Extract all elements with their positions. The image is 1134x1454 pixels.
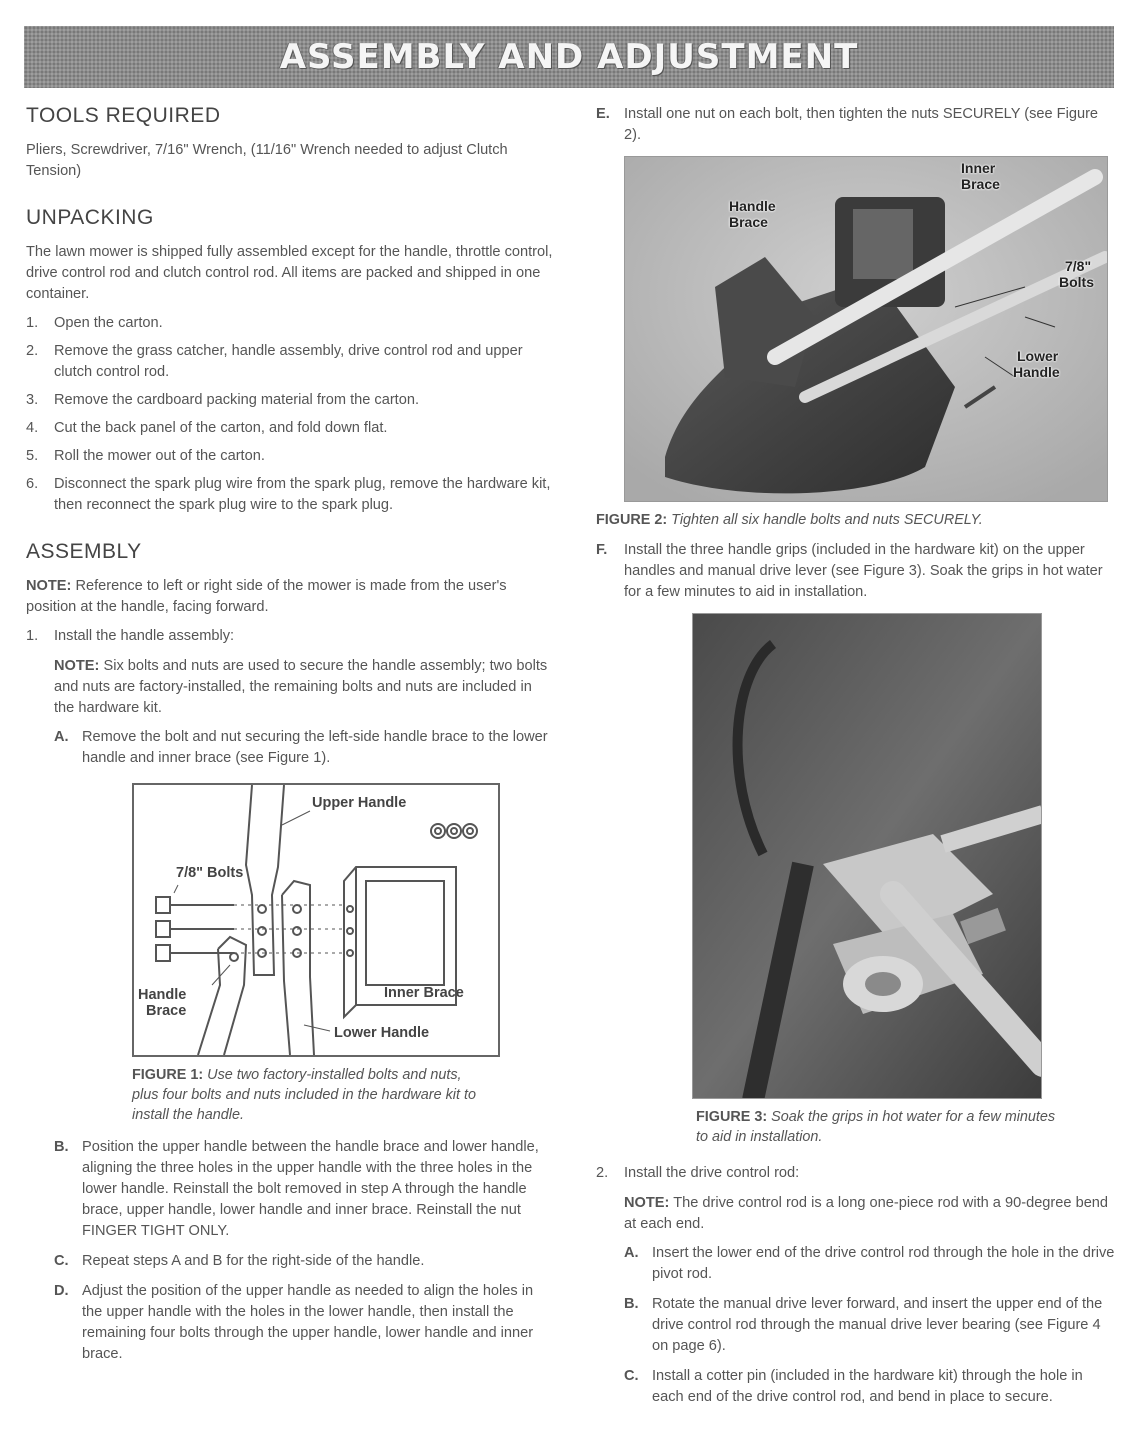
step-number: 2. — [596, 1165, 609, 1181]
step-text: Install the handle assembly: — [54, 628, 235, 644]
list-item — [26, 446, 554, 467]
substep-label: B. — [54, 1139, 69, 1155]
step-number: 2. — [26, 343, 39, 359]
step-number: 3. — [26, 392, 39, 408]
figure-1-caption-label: FIGURE 1: — [132, 1067, 204, 1083]
assembly-section — [26, 540, 554, 1365]
step-number: 1. — [26, 315, 39, 331]
figure-1-drawing — [134, 785, 498, 1055]
tools-heading: TOOLS REQUIRED — [26, 104, 221, 127]
note-label: NOTE: — [26, 578, 72, 594]
page-title: ASSEMBLY AND ADJUSTMENT — [279, 37, 859, 77]
step2-note — [624, 1193, 1116, 1235]
figure-3-photo — [692, 613, 1042, 1099]
substep-label: F. — [596, 542, 608, 558]
unpacking-steps — [26, 313, 554, 516]
step-number: 4. — [26, 420, 39, 436]
figure-1-label-bolts: 7/8" Bolts — [176, 865, 244, 881]
figure-3-caption — [696, 1107, 1056, 1147]
substep-text: Remove the bolt and nut securing the left-side handle brace to the lower handle and inner brace (see Figure 1). — [82, 729, 548, 766]
step-text: Disconnect the spark plug wire from the spark plug, remove the hardware kit, then reconnect the spark plug wire to the spark plug. — [54, 476, 551, 513]
figure-2-label-handle: Handle — [729, 198, 776, 214]
unpacking-section — [26, 206, 554, 516]
substep-text: Insert the lower end of the drive control rod through the hole in the drive pivot rod. — [652, 1245, 1115, 1282]
right-column — [596, 104, 1116, 1417]
figure-2-image — [625, 157, 1108, 502]
note-label: NOTE: — [54, 658, 100, 674]
tools-text: Pliers, Screwdriver, 7/16" Wrench, (11/16" Wrench needed to adjust Clutch Tension) — [26, 142, 508, 179]
assembly-heading: ASSEMBLY — [26, 540, 142, 563]
step-number: 5. — [26, 448, 39, 464]
tools-section — [26, 104, 554, 182]
step-text: Remove the cardboard packing material from the carton. — [54, 392, 420, 408]
substep-f — [596, 540, 1116, 603]
step-text: Install the drive control rod: — [624, 1165, 800, 1181]
step-number: 6. — [26, 476, 39, 492]
note-label: NOTE: — [624, 1195, 670, 1211]
substep-label: C. — [54, 1253, 69, 1269]
figure-2-label-lower: Lower — [1017, 348, 1059, 364]
substep-label: A. — [624, 1245, 639, 1261]
left-column — [26, 104, 554, 1374]
figure-1-label-brace: Brace — [146, 1003, 187, 1019]
substep-d — [54, 1281, 554, 1365]
list-item — [26, 474, 554, 516]
figure-3-caption-label: FIGURE 3: — [696, 1109, 768, 1125]
step-text: Cut the back panel of the carton, and fold down flat. — [54, 420, 388, 436]
substep-c — [54, 1251, 554, 1272]
figure-1-label-upper-handle: Upper Handle — [312, 795, 407, 811]
step2-substep-a — [624, 1243, 1116, 1285]
substep-e — [596, 104, 1116, 146]
figure-2-label-brace-left: Brace — [729, 214, 768, 230]
figure-2-caption-label: FIGURE 2: — [596, 512, 668, 528]
figure-1-caption-text: Use two factory-installed bolts and nuts, plus four bolts and nuts included in the hardware kit to install the handle. — [132, 1067, 476, 1123]
page-header-banner — [24, 26, 1114, 88]
note-text: The drive control rod is a long one-piece rod with a 90-degree bend at each end. — [624, 1195, 1109, 1232]
figure-2-label-bolts: Bolts — [1059, 274, 1094, 290]
step-text: Roll the mower out of the carton. — [54, 448, 265, 464]
substep-text: Position the upper handle between the handle brace and lower handle, aligning the three holes in the upper handle with the three holes in the lower handle. Reinstall the bolt removed in step A through the handle brace, upper handle, lower handle and inner brace. Reinstall the nut FINGER TIGHT ONLY. — [82, 1139, 539, 1239]
substep-b — [54, 1137, 554, 1242]
figure-1-diagram — [132, 783, 500, 1057]
substep-label: E. — [596, 106, 610, 122]
figure-3-image — [693, 614, 1042, 1099]
step-number: 1. — [26, 628, 39, 644]
figure-2-photo — [624, 156, 1108, 502]
list-item — [26, 341, 554, 383]
figure-2-label-lower-handle: Handle — [1013, 364, 1060, 380]
figure-2-label-brace-right: Brace — [961, 176, 1000, 192]
figure-2-caption-text: Tighten all six handle bolts and nuts SECURELY. — [671, 512, 983, 528]
unpacking-heading: UNPACKING — [26, 206, 154, 229]
note-text: Reference to left or right side of the mower is made from the user's position at the handle, facing forward. — [26, 578, 507, 615]
substep-label: B. — [624, 1296, 639, 1312]
substep-label: D. — [54, 1283, 69, 1299]
substep-text: Install a cotter pin (included in the hardware kit) through the hole in each end of the drive control rod, and bend in place to secure. — [652, 1368, 1083, 1405]
step1-note — [54, 656, 554, 719]
figure-1-caption — [132, 1065, 482, 1125]
figure-1-label-handle: Handle — [138, 987, 187, 1003]
substep-text: Install the three handle grips (included in the hardware kit) on the upper handles and manual drive lever (see Figure 3). Soak the grips in hot water for a few minutes to aid in installation. — [624, 542, 1103, 600]
assembly-step-1 — [26, 626, 554, 647]
assembly-note — [26, 576, 554, 618]
substep-text: Install one nut on each bolt, then tighten the nuts SECURELY (see Figure 2). — [624, 106, 1099, 143]
figure-2-caption — [596, 510, 1116, 530]
substep-a — [54, 727, 554, 769]
figure-1-label-lower-handle: Lower Handle — [334, 1025, 430, 1041]
figure-2-label-inner: Inner — [961, 160, 996, 176]
substep-text: Adjust the position of the upper handle as needed to align the holes in the upper handle with the holes in the lower handle, then install the remaining four bolts through the upper handle, lower handle and inner brace. — [82, 1283, 534, 1362]
assembly-step-2 — [596, 1163, 1116, 1184]
substep-text: Rotate the manual drive lever forward, and insert the upper end of the drive control rod through the manual drive lever bearing (see Figure 4 on page 6). — [652, 1296, 1103, 1354]
substep-label: C. — [624, 1368, 639, 1384]
figure-1-label-inner-brace: Inner Brace — [384, 985, 464, 1001]
figure-3-caption-text: Soak the grips in hot water for a few minutes to aid in installation. — [696, 1109, 1056, 1145]
substep-text: Repeat steps A and B for the right-side of the handle. — [82, 1253, 425, 1269]
step2-substep-c — [624, 1366, 1116, 1408]
list-item — [26, 313, 554, 334]
unpacking-intro: The lawn mower is shipped fully assembled except for the handle, throttle control, drive control rod and clutch control rod. All items are packed and shipped in one container. — [26, 244, 553, 302]
list-item — [26, 418, 554, 439]
substep-label: A. — [54, 729, 69, 745]
step-text: Open the carton. — [54, 315, 163, 331]
step2-substep-b — [624, 1294, 1116, 1357]
note-text: Six bolts and nuts are used to secure the handle assembly; two bolts and nuts are factory-installed, the remaining bolts and nuts are included in the hardware kit. — [54, 658, 548, 716]
figure-2-label-bolts-size: 7/8" — [1065, 258, 1092, 274]
list-item — [26, 390, 554, 411]
step-text: Remove the grass catcher, handle assembly, drive control rod and upper clutch control rod. — [54, 343, 523, 380]
